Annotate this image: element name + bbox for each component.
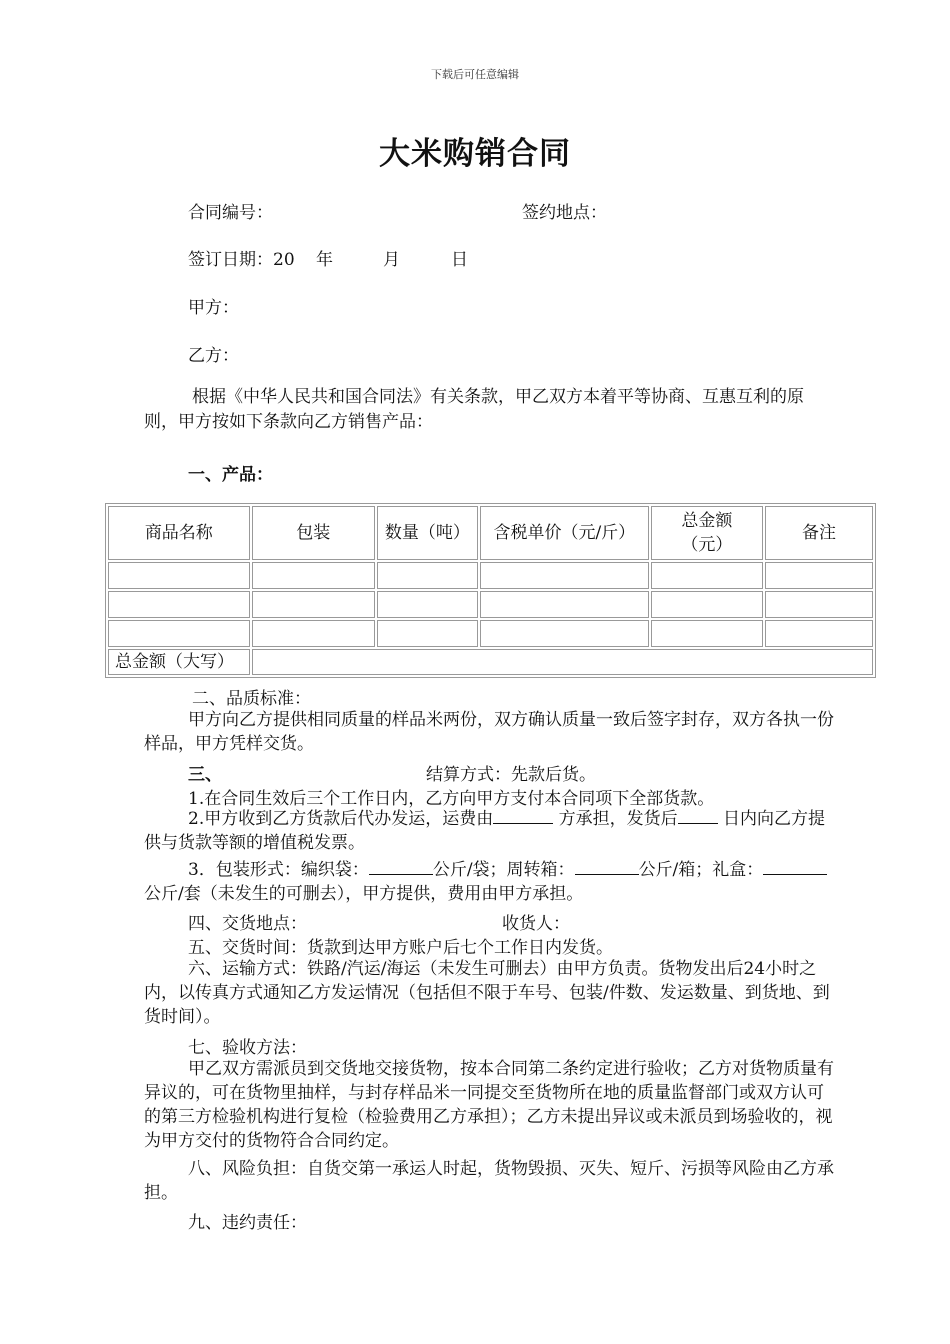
table-header-row xyxy=(108,506,873,560)
blank-line xyxy=(678,809,718,824)
contract-title: 大米购销合同 xyxy=(379,136,571,172)
blank-line xyxy=(575,860,639,875)
table-cell xyxy=(480,562,649,589)
item-1: 1.在合同生效后三个工作日内，乙方向甲方支付本合同项下全部货款。 xyxy=(188,789,715,809)
table-header-cell: 包装 xyxy=(252,506,375,560)
table-cell xyxy=(377,620,478,647)
table-header-cell: 备注 xyxy=(765,506,873,560)
table-cell xyxy=(252,591,375,618)
party-b-label: 乙方： xyxy=(188,346,239,366)
receiver-label: 收货人： xyxy=(502,914,570,934)
table-cell xyxy=(252,620,375,647)
total-amount-label: 总金额（大写） xyxy=(108,649,250,675)
table-cell xyxy=(765,591,873,618)
table-cell xyxy=(252,562,375,589)
table-cell xyxy=(651,591,763,618)
item-2-part-b: 方承担，发货后 xyxy=(558,809,678,829)
table-row xyxy=(108,591,873,618)
sign-date-year: 年 xyxy=(316,250,333,270)
section-3-heading: 结算方式：先款后货。 xyxy=(426,765,596,785)
section-2-text: 甲方向乙方提供相同质量的样品米两份，双方确认质量一致后签字封存，双方各执一份样品，甲方凭样交货。 xyxy=(144,710,834,754)
blank-line xyxy=(763,860,827,875)
sign-date-month: 月 xyxy=(383,250,400,270)
table-cell xyxy=(108,620,250,647)
section-8: 八、风险负担：自货交第一承运人时起，货物毁损、灭失、短斤、污损等风险由乙方承担。 xyxy=(144,1159,834,1203)
sign-date-day: 日 xyxy=(451,250,468,270)
table-cell xyxy=(480,620,649,647)
blank-line xyxy=(493,809,553,824)
table-cell xyxy=(108,591,250,618)
total-amount-cell xyxy=(252,649,873,675)
item-3-part-b: 公斤/袋；周转箱： xyxy=(432,860,575,880)
contract-number-label: 合同编号： xyxy=(188,203,273,223)
table-header-cell: 含税单价（元/斤） xyxy=(480,506,649,560)
product-table xyxy=(105,503,876,678)
section-9-heading: 九、违约责任： xyxy=(188,1213,307,1233)
section-1-heading: 一、产品： xyxy=(188,465,273,485)
table-header-cell: 商品名称 xyxy=(108,506,250,560)
section-4-heading: 四、交货地点： xyxy=(188,914,307,934)
table-cell xyxy=(765,562,873,589)
page-header: 下载后可任意编辑 xyxy=(431,68,519,81)
item-2-part-a: 2.甲方收到乙方货款后代办发运，运费由 xyxy=(188,809,494,829)
sign-place-label: 签约地点： xyxy=(522,203,607,223)
table-row xyxy=(108,620,873,647)
table-cell xyxy=(108,562,250,589)
section-3-number: 三、 xyxy=(188,765,222,785)
table-cell xyxy=(651,562,763,589)
item-3-part-c: 公斤/箱；礼盒： xyxy=(638,860,764,880)
item-3-part-d: 公斤/套（未发生的可删去），甲方提供，费用由甲方承担。 xyxy=(144,884,584,904)
table-cell xyxy=(377,562,478,589)
table-cell xyxy=(480,591,649,618)
item-3-part-a: 3．包装形式：编织袋： xyxy=(188,860,369,880)
section-5: 五、交货时间：货款到达甲方账户后七个工作日内发货。 xyxy=(188,938,613,958)
table-cell xyxy=(377,591,478,618)
sign-date-prefix: 签订日期：20 xyxy=(188,250,295,270)
table-cell xyxy=(765,620,873,647)
party-a-label: 甲方： xyxy=(188,298,239,318)
table-total-row xyxy=(108,649,873,675)
table-row xyxy=(108,562,873,589)
section-7-text: 甲乙双方需派员到交货地交接货物，按本合同第二条约定进行验收；乙方对货物质量有异议的，可在货物里抽样，与封存样品米一同提交至货物所在地的质量监督部门或双方认可的第三方检验机构进行复检（检验费用乙方承担）；乙方未提出异议或未派员到场验收的，视为甲方交付的货物符合合同约定。 xyxy=(144,1059,834,1151)
blank-line xyxy=(369,860,433,875)
item-3 xyxy=(144,858,834,906)
intro-paragraph: 根据《中华人民共和国合同法》有关条款，甲乙双方本着平等协商、互惠互利的原则，甲方按如下条款向乙方销售产品： xyxy=(144,387,804,432)
table-cell xyxy=(651,620,763,647)
section-2-heading: 二、品质标准： xyxy=(192,689,311,709)
section-6: 六、运输方式：铁路/汽运/海运（未发生可删去）由甲方负责。货物发出后24小时之内，以传真方式通知乙方发运情况（包括但不限于车号、包装/件数、发运数量、到货地、到货时间）。 xyxy=(144,959,830,1027)
table-header-cell: 数量（吨） xyxy=(377,506,478,560)
section-7-heading: 七、验收方法： xyxy=(188,1038,307,1058)
item-2-part-c: 日内向乙方提供与货款等额的增值税发票。 xyxy=(144,809,826,853)
item-2 xyxy=(144,807,834,855)
table-header-cell: 总金额（元） xyxy=(651,506,763,560)
